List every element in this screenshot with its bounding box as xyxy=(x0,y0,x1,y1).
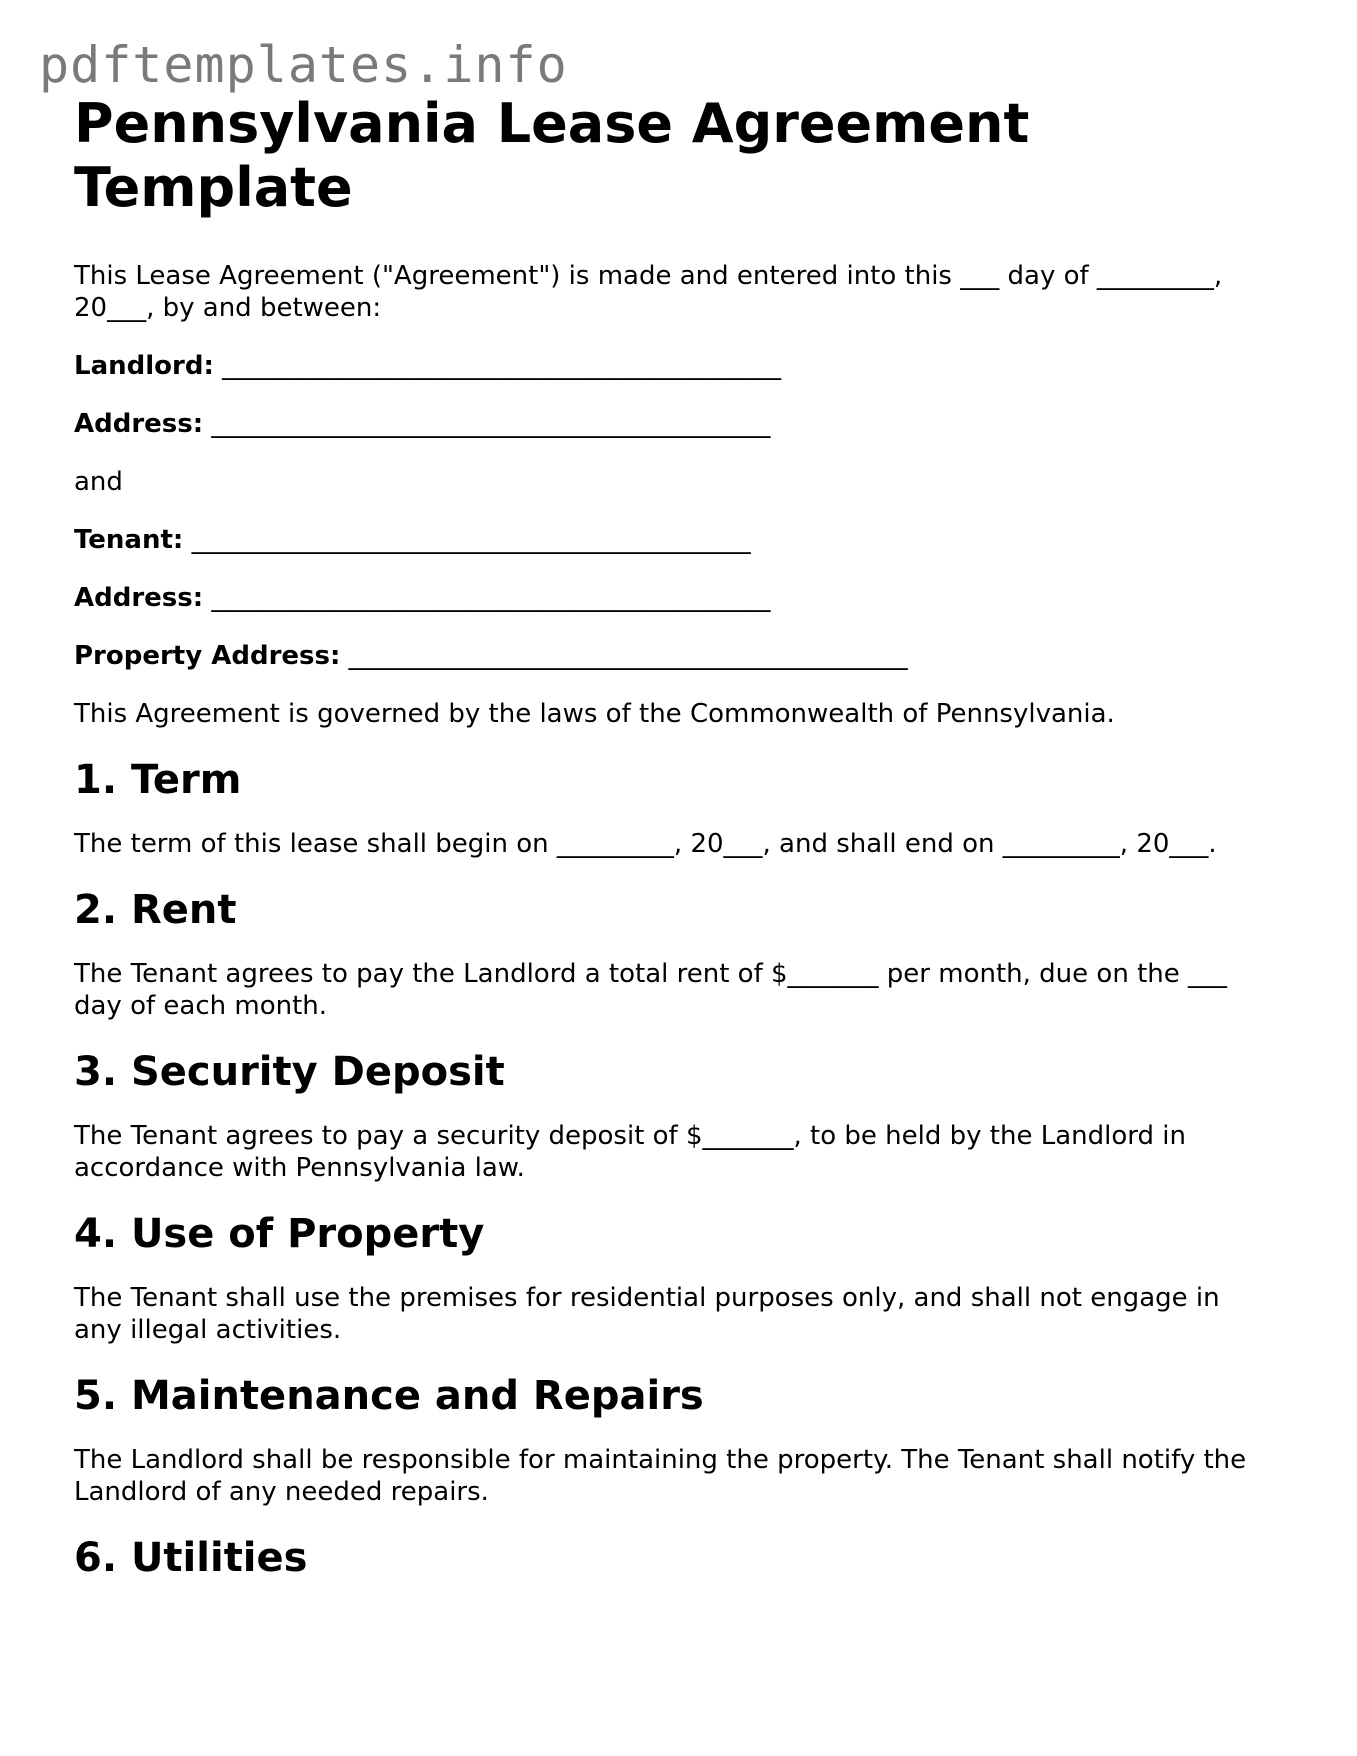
property-address-field xyxy=(74,640,1274,672)
tenant-blank: ___________________________________________ xyxy=(191,525,751,555)
document-page xyxy=(74,92,1274,1606)
section-heading-security-deposit: 3. Security Deposit xyxy=(74,1049,505,1095)
section-heading-maintenance: 5. Maintenance and Repairs xyxy=(74,1373,704,1419)
section-heading-term: 1. Term xyxy=(74,757,242,803)
property-address-label: Property Address: xyxy=(74,641,341,671)
tenant-label: Tenant: xyxy=(74,525,184,555)
property-address-blank: ___________________________________________ xyxy=(348,641,908,671)
section-body-term: The term of this lease shall begin on _________, 20___, and shall end on _________, 20___. xyxy=(74,829,1217,859)
tenant-address-field xyxy=(74,582,1274,614)
tenant-address-label: Address: xyxy=(74,583,204,613)
landlord-address-field xyxy=(74,408,1274,440)
landlord-address-label: Address: xyxy=(74,409,204,439)
section-heading-utilities: 6. Utilities xyxy=(74,1535,308,1581)
landlord-label: Landlord: xyxy=(74,351,214,381)
intro-paragraph: This Lease Agreement ("Agreement") is made and entered into this ___ day of _________, 20___, by and between: xyxy=(74,261,1223,323)
section-body-security-deposit: The Tenant agrees to pay a security deposit of $_______, to be held by the Landlord in accordance with Pennsylvania law. xyxy=(74,1121,1186,1183)
section-heading-rent: 2. Rent xyxy=(74,887,237,933)
section-body-maintenance: The Landlord shall be responsible for maintaining the property. The Tenant shall notify the Landlord of any needed repairs. xyxy=(74,1445,1247,1507)
tenant-address-blank: ___________________________________________ xyxy=(211,583,771,613)
tenant-field xyxy=(74,524,1274,556)
section-body-rent: The Tenant agrees to pay the Landlord a total rent of $_______ per month, due on the ___ day of each month. xyxy=(74,959,1228,1021)
landlord-address-blank: ___________________________________________ xyxy=(211,409,771,439)
and-text: and xyxy=(74,467,123,497)
watermark-text: pdftemplates.info xyxy=(39,36,568,94)
landlord-field xyxy=(74,350,1274,382)
governing-law-text: This Agreement is governed by the laws of the Commonwealth of Pennsylvania. xyxy=(74,699,1115,729)
section-heading-use-of-property: 4. Use of Property xyxy=(74,1211,485,1257)
document-title: Pennsylvania Lease Agreement Template xyxy=(74,92,1030,219)
section-body-use-of-property: The Tenant shall use the premises for residential purposes only, and shall not engage in any illegal activities. xyxy=(74,1283,1220,1345)
landlord-blank: ___________________________________________ xyxy=(222,351,782,381)
